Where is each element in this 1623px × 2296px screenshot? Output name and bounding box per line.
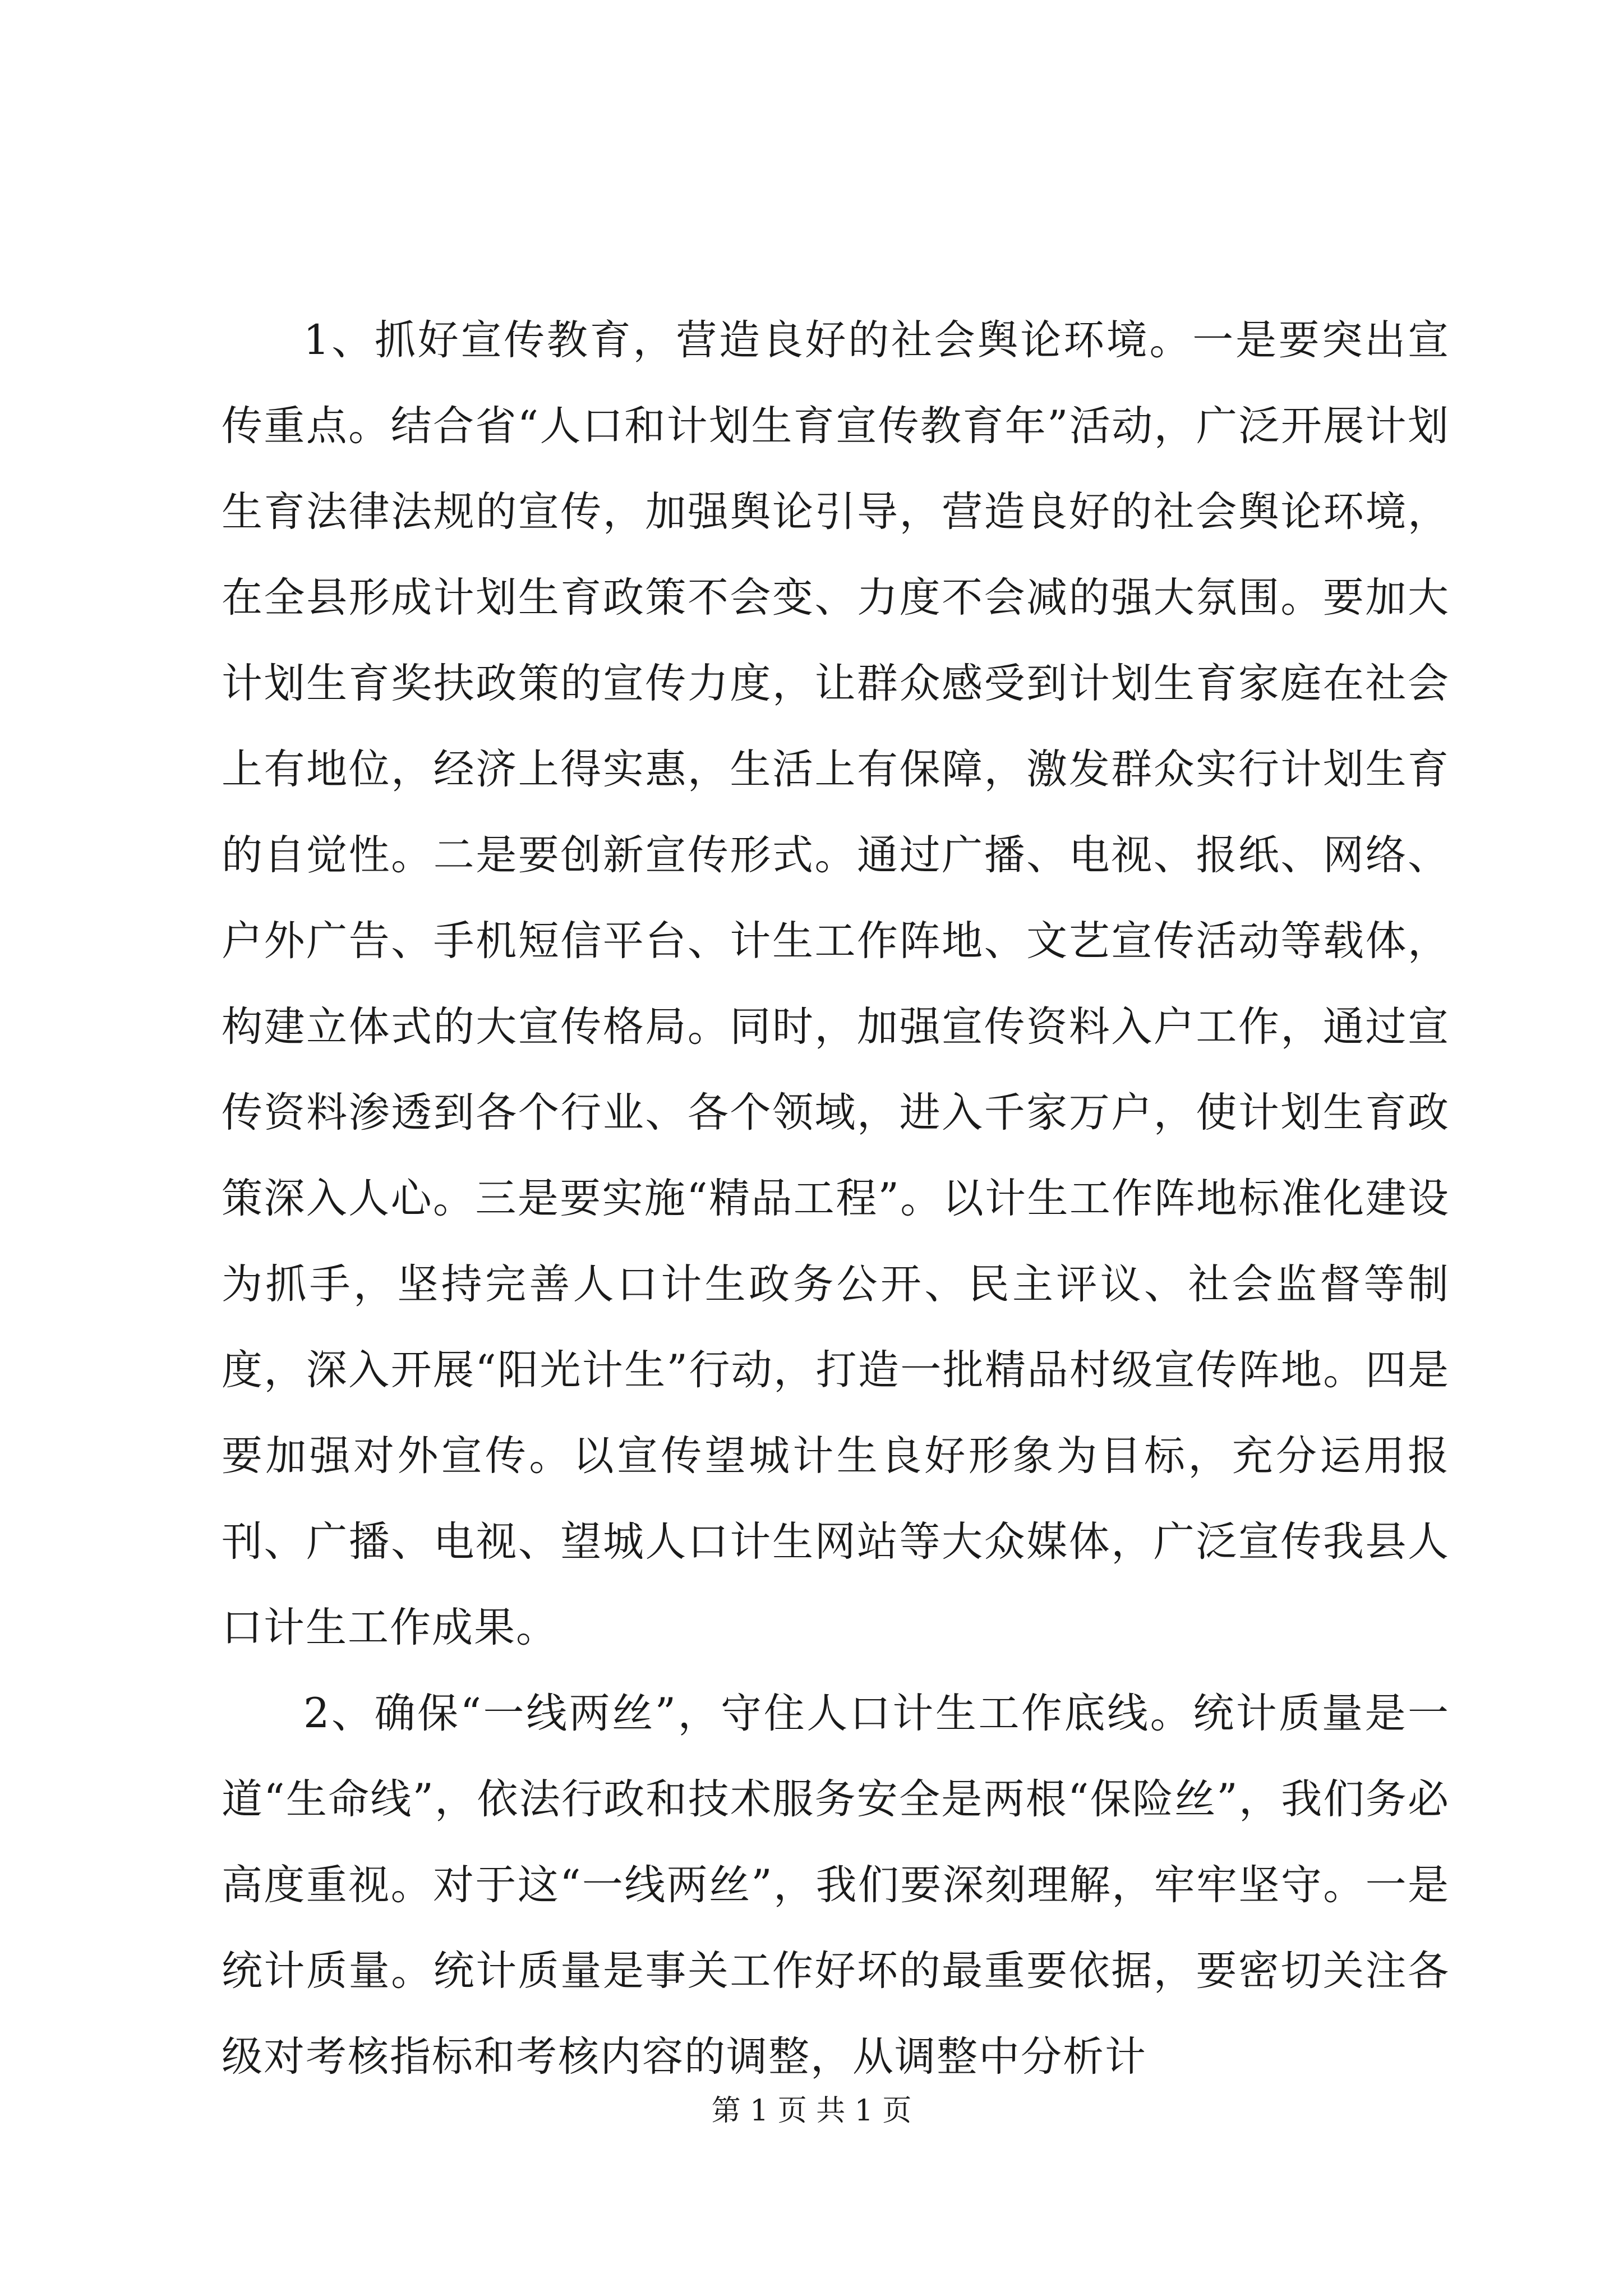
paragraph-1: 1、抓好宣传教育，营造良好的社会舆论环境。一是要突出宣传重点。结合省“人口和计划生育宣传教育年”活动，广泛开展计划生育法律法规的宣传，加强舆论引导，营造良好的社会舆论环境，在全县形成计划生育政策不会变、力度不会减的强大氛围。要加大计划生育奖扶政策的宣传力度，让群众感受到计划生育家庭在社会上有地位，经济上得实惠，生活上有保障，激发群众实行计划生育的自觉性。二是要创新宣传形式。通过广播、电视、报纸、网络、户外广告、手机短信平台、计生工作阵地、文艺宣传活动等载体，构建立体式的大宣传格局。同时，加强宣传资料入户工作，通过宣传资料渗透到各个行业、各个领域，进入千家万户，使计划生育政策深入人心。三是要实施“精品工程”。以计生工作阵地标准化建设为抓手，坚持完善人口计生政务公开、民主评议、社会监督等制度，深入开展“阳光计生”行动，打造一批精品村级宣传阵地。四是要加强对外宣传。以宣传望城计生良好形象为目标，充分运用报刊、广播、电视、望城人口计生网站等大众媒体，广泛宣传我县人口计生工作成果。 xyxy=(222,316,1450,1651)
paragraph-2: 2、确保“一线两丝”，守住人口计生工作底线。统计质量是一道“生命线”，依法行政和技术服务安全是两根“保险丝”，我们务必高度重视。对于这“一线两丝”，我们要深刻理解，牢牢坚守。一是统计质量。统计质量是事关工作好坏的最重要依据，要密切关注各级对考核指标和考核内容的调整，从调整中分析计 xyxy=(222,1690,1450,2081)
page-footer: 第 1 页 共 1 页 xyxy=(711,2094,912,2128)
document-body xyxy=(222,297,1450,2100)
